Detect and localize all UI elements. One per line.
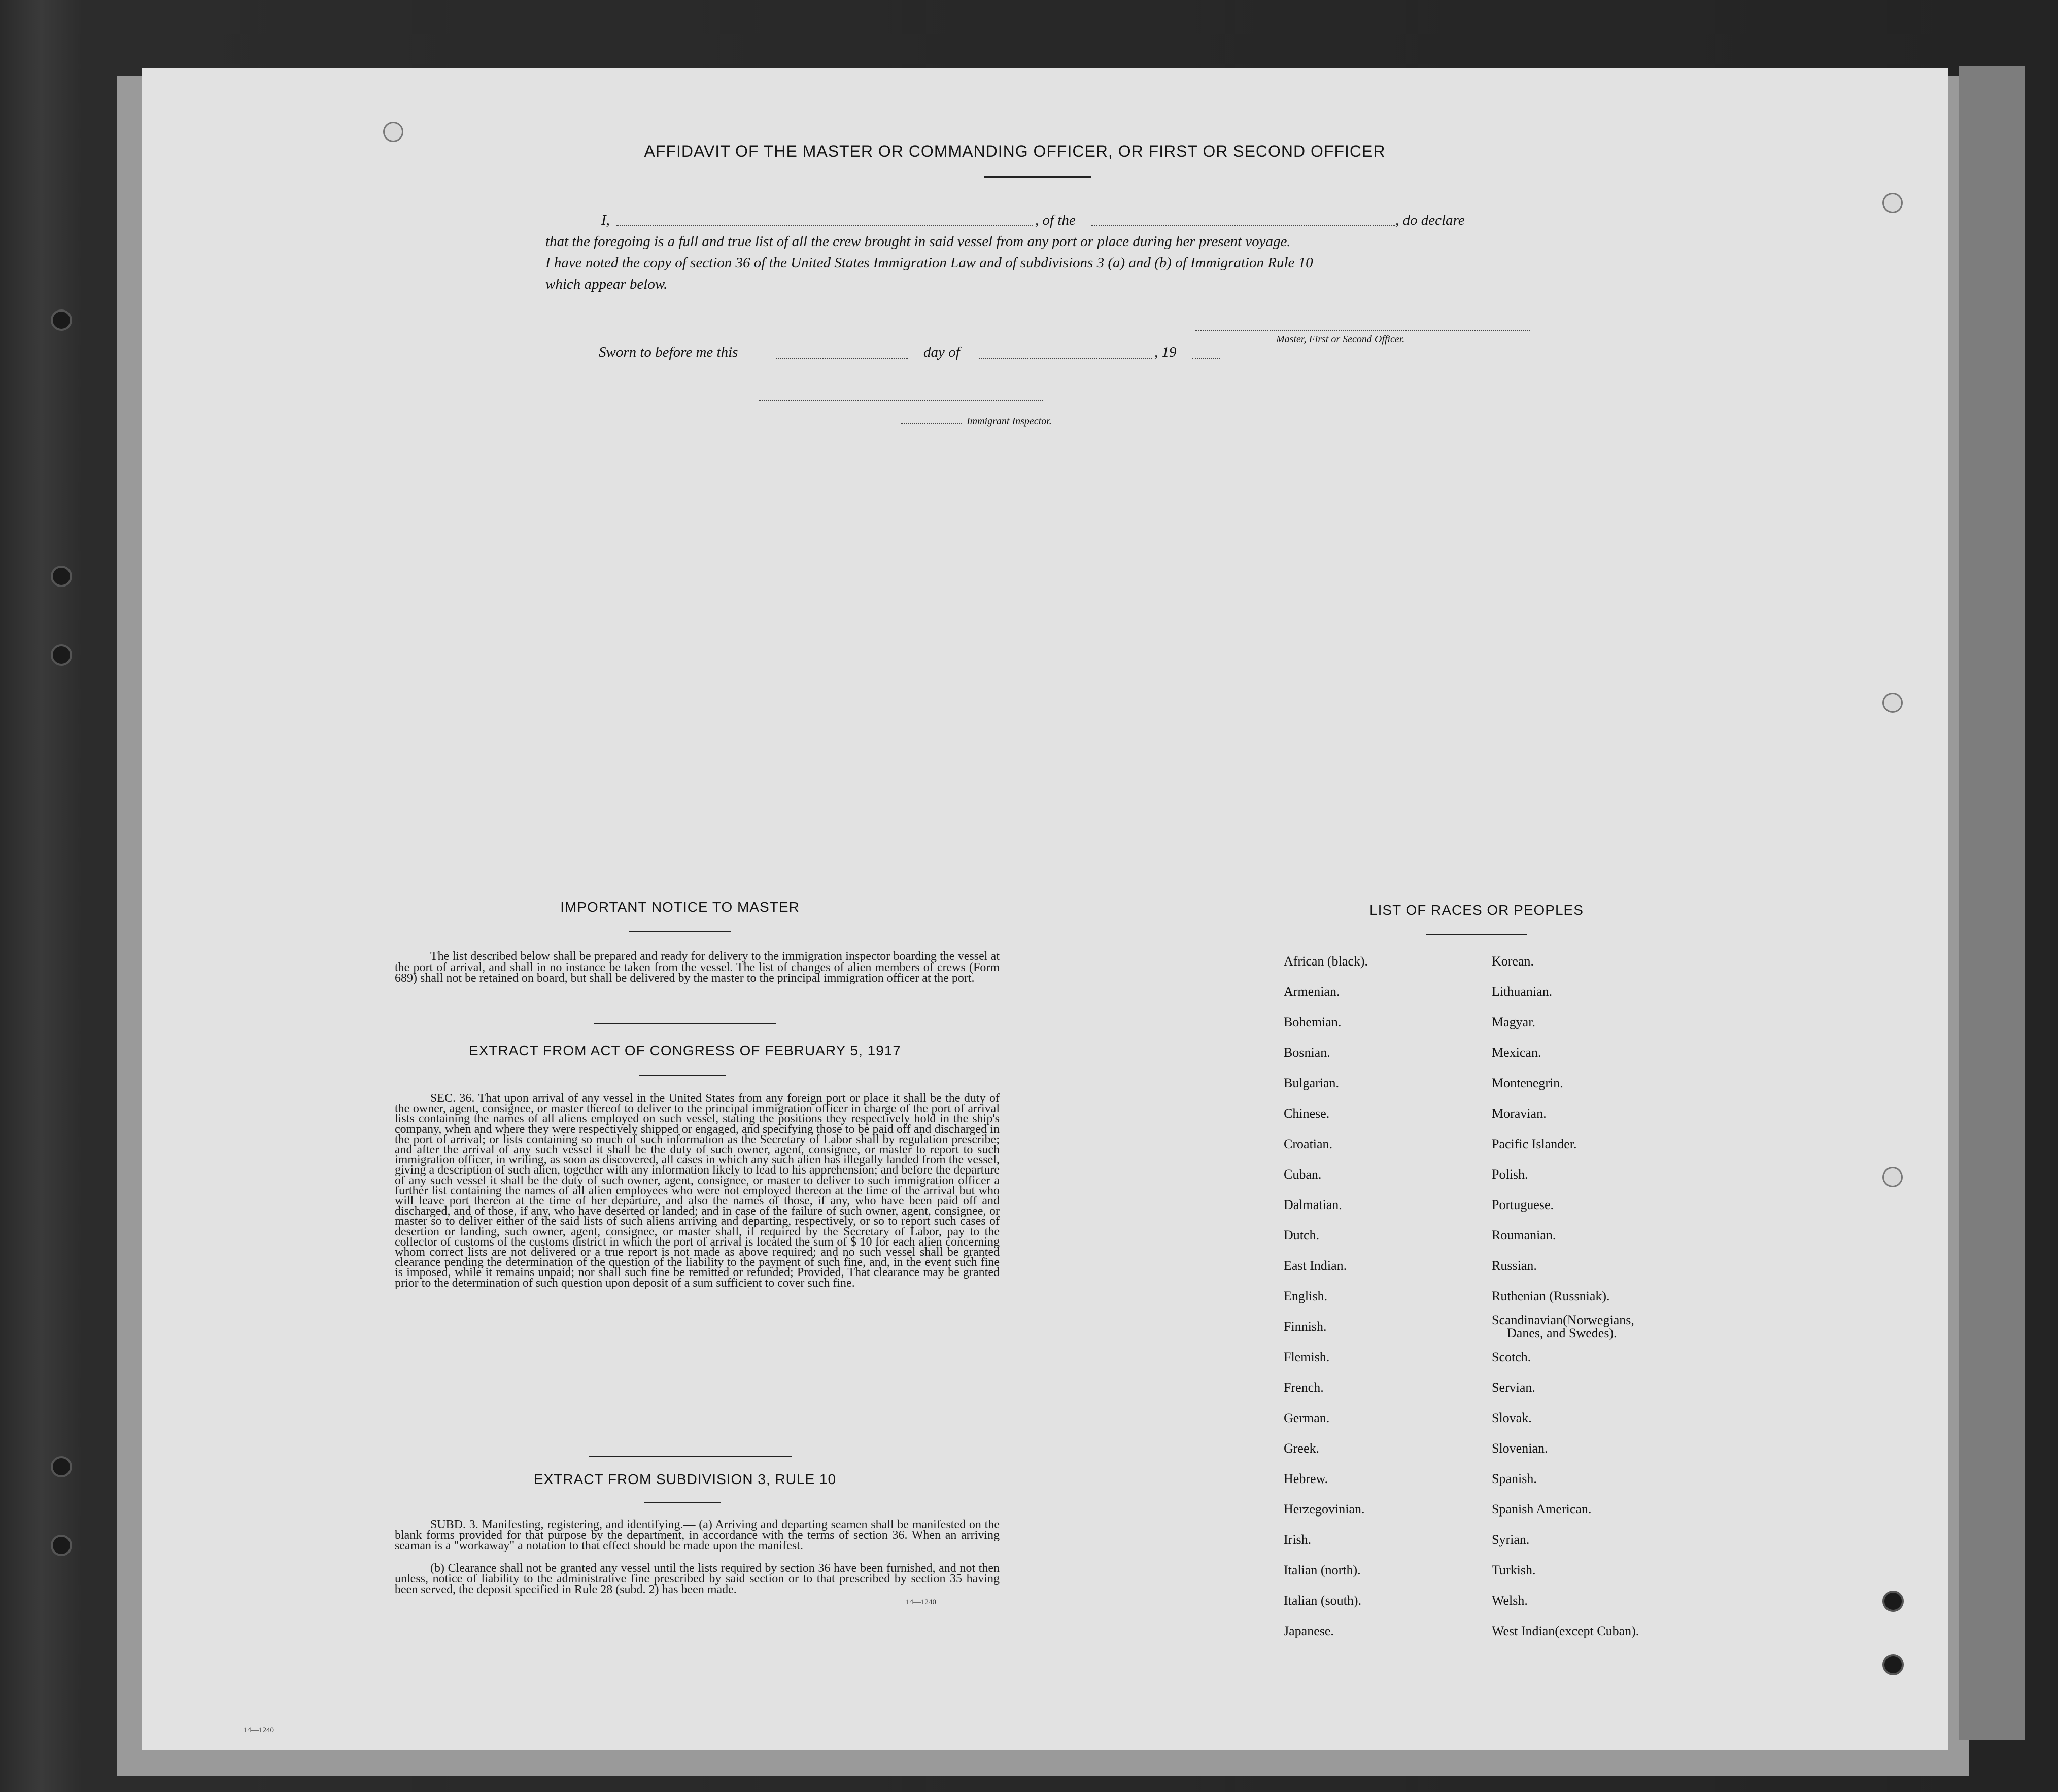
race-item: Mexican.: [1492, 1045, 1541, 1060]
race-item: Lithuanian.: [1492, 984, 1553, 999]
inspector-dots: [901, 423, 962, 424]
act-extract-title: EXTRACT FROM ACT OF CONGRESS OF FEBRUARY 5, 1917: [469, 1043, 901, 1058]
rule-form-number: 14—1240: [906, 1598, 936, 1606]
race-item: Montenegrin.: [1492, 1076, 1563, 1090]
race-item: Polish.: [1492, 1167, 1528, 1182]
punch-hole: [1882, 1591, 1904, 1612]
inspector-signature-blank[interactable]: [759, 400, 1043, 401]
act-extract-text: SEC. 36. That upon arrival of any vessel in the United States from any foreign port or place it shall be the duty of the owner, agent, consignee, or master thereof to deliver to the principal immigration officer in charge of the port of arrival lists containing the names of all aliens employed on such vessel, stating the positions they respectively hold in the ship's company, when and where they were respectively shipped or engaged, and specifying those to be paid off and discharged in the port of arrival; or lists containing so much of such information as the Secretary of Labor shall by regulation prescribe; and after the arrival of any such vessel it shall be the duty of such owner, agent, consignee, or master to report to such immigration officer, in writing, as soon as discovered, all cases in which any such alien has illegally landed from the vessel, giving a description of such alien, together with any information likely to lead to his apprehension; and before the departure of any such vessel it shall be the duty of such owner, agent, consignee, or master to deliver to such immigration officer a further list containing the names of all alien employees who were not employed thereon at the time of the arrival but who will leave port thereon at the time of her departure, and also the names of those, if any, who have been paid off and discharged, and of those, if any, who have deserted or landed; and in case of the failure of such owner, agent, consignee, or master so to deliver either of the said lists of such aliens arriving and departing, respectively, or so to report such cases of desertion or landing, such owner, agent, consignee, or master shall, if required by the Secretary of Labor, pay to the collector of customs of the customs district in which the port of arrival is located the sum of $ 10 for each alien concerning whom correct lists are not delivered or a true report is not made as above required; and no such vessel shall be granted clearance pending the determination of the question of the liability to the payment of such fine, and, in the event such fine is imposed, while it remains unpaid; nor shall such fine be remitted or refunded; Provided, That clearance may be granted prior to the determination of such question upon deposit of a sum sufficient to cover such fine.: [395, 1092, 1000, 1290]
race-item: West Indian(except Cuban).: [1492, 1624, 1639, 1638]
race-item: Japanese.: [1284, 1624, 1334, 1638]
underlying-sheet-edge: [1959, 66, 2025, 1740]
binder-hole: [51, 1535, 72, 1556]
race-item: Turkish.: [1492, 1563, 1536, 1577]
race-item: Bosnian.: [1284, 1045, 1330, 1060]
affidavit-line2: that the foregoing is a full and true list of all the crew brought in said vessel from any port or place during her present voyage.: [545, 233, 1291, 250]
race-item: Pacific Islander.: [1492, 1136, 1577, 1151]
affidavit-line4: which appear below.: [545, 276, 668, 292]
race-item: Magyar.: [1492, 1015, 1535, 1029]
divider: [639, 1075, 726, 1076]
document-page: [142, 68, 1948, 1750]
race-item: Bohemian.: [1284, 1015, 1342, 1029]
notice-text: The list described below shall be prepared and ready for delivery to the immigration inspector boarding the vessel at the port of arrival, and shall in no instance be taken from the vessel. The list of changes of alien members of crews (Form 689) shall not be retained on board, but shall be delivered by the master to the principal immigration officer at the port.: [395, 950, 1000, 985]
punch-hole: [1882, 193, 1903, 213]
race-item: Russian.: [1492, 1258, 1537, 1273]
binder-hole: [51, 644, 72, 666]
punch-hole: [1882, 1167, 1903, 1187]
race-item: African (black).: [1284, 954, 1368, 969]
affidavit-title: AFFIDAVIT OF THE MASTER OR COMMANDING OFFICER, OR FIRST OR SECOND OFFICER: [644, 142, 1386, 160]
race-item: Italian (south).: [1284, 1593, 1362, 1608]
punch-hole: [1882, 1654, 1904, 1675]
vessel-blank[interactable]: [1091, 225, 1395, 226]
name-blank[interactable]: [616, 225, 1033, 226]
signature-label: Master, First or Second Officer.: [1276, 334, 1405, 345]
divider: [1426, 934, 1527, 935]
sworn-prefix: Sworn to before me this: [599, 344, 738, 360]
divider: [629, 931, 731, 932]
race-item-line: Danes, and Swedes).: [1507, 1326, 1617, 1340]
signature-blank[interactable]: [1195, 330, 1530, 331]
race-item: Roumanian.: [1492, 1228, 1556, 1243]
race-item: Irish.: [1284, 1532, 1312, 1547]
race-item: Flemish.: [1284, 1350, 1330, 1364]
race-item: Slovenian.: [1492, 1441, 1548, 1456]
race-item: Chinese.: [1284, 1106, 1330, 1121]
race-item: Portuguese.: [1492, 1197, 1554, 1212]
race-item: Hebrew.: [1284, 1471, 1328, 1486]
binder-hole: [51, 1456, 72, 1477]
race-item: Cuban.: [1284, 1167, 1322, 1182]
affidavit-line3: I have noted the copy of section 36 of the United States Immigration Law and of subdivisions 3 (a) and (b) of Immigration Rule 10: [545, 255, 1313, 271]
race-item: Korean.: [1492, 954, 1534, 969]
races-right-column: [1492, 946, 1639, 1646]
divider: [589, 1456, 792, 1457]
race-item: Dalmatian.: [1284, 1197, 1342, 1212]
race-item: [1492, 1312, 1639, 1342]
races-title: LIST OF RACES OR PEOPLES: [1369, 902, 1584, 918]
race-item: Greek.: [1284, 1441, 1320, 1456]
sworn-day-of: day of: [923, 344, 960, 360]
race-item: Bulgarian.: [1284, 1076, 1340, 1090]
rule-extract-title: EXTRACT FROM SUBDIVISION 3, RULE 10: [533, 1471, 837, 1487]
race-item: Italian (north).: [1284, 1563, 1361, 1577]
race-item: Finnish.: [1284, 1319, 1327, 1334]
race-item: Armenian.: [1284, 984, 1340, 999]
punch-hole: [383, 122, 403, 142]
rule-extract-para-a: SUBD. 3. Manifesting, registering, and identifying.— (a) Arriving and departing seamen shall be manifested on the blank forms provided for that purpose by the department, in accordance with the terms of section 36. When an arriving seaman is a "workaway" a notation to that effect should be made upon the manifest.: [395, 1518, 1000, 1553]
binder-hole: [51, 309, 72, 331]
divider: [984, 176, 1091, 178]
race-item: German.: [1284, 1410, 1330, 1425]
notice-title: IMPORTANT NOTICE TO MASTER: [560, 899, 800, 915]
race-item: Servian.: [1492, 1380, 1535, 1395]
divider: [644, 1502, 721, 1503]
rule-extract-para-b: (b) Clearance shall not be granted any vessel until the lists required by section 36 have been furnished, and not then unless, notice of liability to the administrative fine prescribed by said section or to that prescribed by section 35 having been served, the deposit specified in Rule 28 (subd. 2) has been made.: [395, 1562, 1000, 1596]
sworn-day-blank[interactable]: [776, 358, 908, 359]
race-item: Slovak.: [1492, 1410, 1532, 1425]
race-item: English.: [1284, 1289, 1327, 1303]
race-item: Welsh.: [1492, 1593, 1528, 1608]
race-item: French.: [1284, 1380, 1324, 1395]
affidavit-declare: , do declare: [1395, 212, 1465, 228]
race-item: Herzegovinian.: [1284, 1502, 1365, 1517]
punch-hole: [1882, 693, 1903, 713]
race-item: Spanish.: [1492, 1471, 1537, 1486]
sworn-year-blank[interactable]: [1192, 358, 1220, 359]
race-item-line: Scandinavian(Norwegians,: [1492, 1313, 1634, 1327]
footer-form-number: 14—1240: [244, 1726, 274, 1734]
affidavit-of-the: , of the: [1035, 212, 1076, 228]
race-item: Ruthenian (Russniak).: [1492, 1289, 1610, 1303]
sworn-year: , 19: [1154, 344, 1177, 360]
binder-hole: [51, 566, 72, 587]
race-item: Moravian.: [1492, 1106, 1547, 1121]
race-item: Syrian.: [1492, 1532, 1530, 1547]
inspector-label: Immigrant Inspector.: [967, 416, 1052, 427]
sworn-month-blank[interactable]: [979, 358, 1152, 359]
divider: [594, 1023, 776, 1024]
race-item: Spanish American.: [1492, 1502, 1592, 1517]
races-left-column: [1284, 946, 1368, 1646]
race-item: Dutch.: [1284, 1228, 1320, 1243]
affidavit-i: I,: [601, 212, 610, 228]
race-item: Scotch.: [1492, 1350, 1531, 1364]
race-item: Croatian.: [1284, 1136, 1333, 1151]
race-item: East Indian.: [1284, 1258, 1347, 1273]
